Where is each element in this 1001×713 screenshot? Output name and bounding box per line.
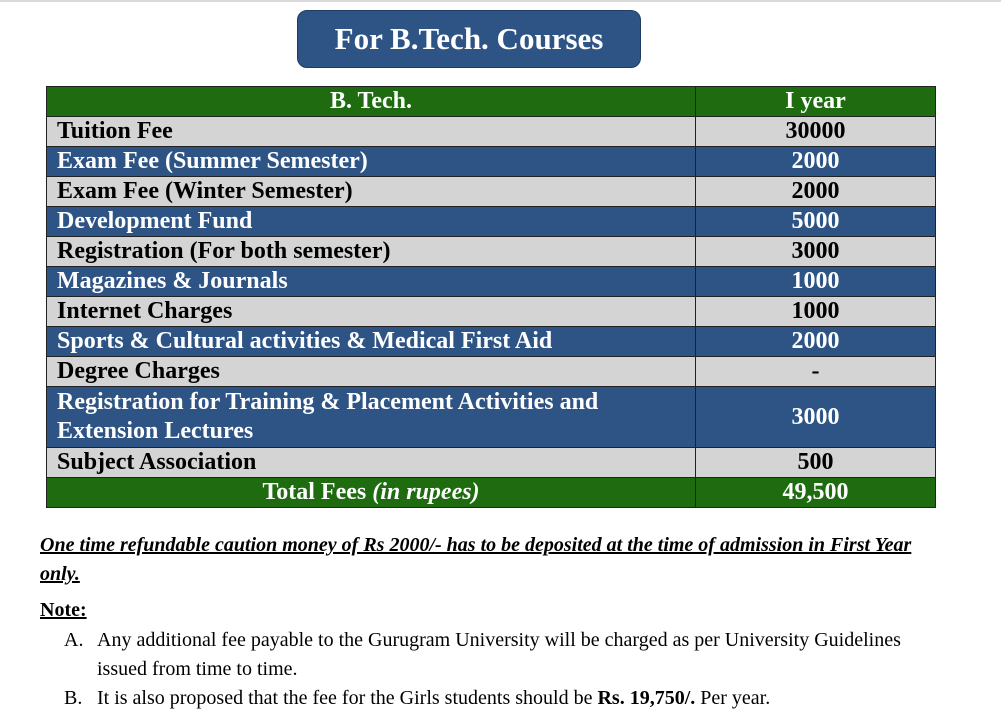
- fee-amount: 3000: [696, 237, 936, 267]
- page-title: For B.Tech. Courses: [297, 10, 641, 68]
- top-divider: [0, 0, 1001, 2]
- note-text-before: It is also proposed that the fee for the Girls students should be: [97, 687, 598, 709]
- note-list: [64, 626, 944, 713]
- table-row: [47, 117, 936, 147]
- fee-name: Exam Fee (Winter Semester): [47, 177, 696, 207]
- table-total-row: [47, 478, 936, 508]
- column-header-year: I year: [696, 87, 936, 117]
- note-text: [97, 684, 944, 713]
- fee-amount: 2000: [696, 177, 936, 207]
- fee-table: [46, 86, 936, 508]
- fee-amount: 500: [696, 448, 936, 478]
- table-row: [47, 297, 936, 327]
- fee-name: Subject Association: [47, 448, 696, 478]
- total-label-unit: (in rupees): [372, 479, 480, 505]
- fee-amount: -: [696, 357, 936, 387]
- note-marker: B.: [64, 687, 83, 709]
- fee-name: Tuition Fee: [47, 117, 696, 147]
- fee-amount: 1000: [696, 297, 936, 327]
- note-item: [64, 626, 944, 684]
- fee-name: Degree Charges: [47, 357, 696, 387]
- fee-name: Development Fund: [47, 207, 696, 237]
- fee-name: Sports & Cultural activities & Medical First Aid: [47, 327, 696, 357]
- girls-fee-amount: Rs. 19,750/.: [597, 687, 696, 709]
- fee-amount: 30000: [696, 117, 936, 147]
- note-item: [64, 684, 944, 713]
- fee-amount: 1000: [696, 267, 936, 297]
- total-amount: 49,500: [696, 478, 936, 508]
- fee-amount: 2000: [696, 147, 936, 177]
- column-header-course: B. Tech.: [47, 87, 696, 117]
- note-label: Note:: [40, 599, 87, 621]
- fee-name: Exam Fee (Summer Semester): [47, 147, 696, 177]
- table-row: [47, 448, 936, 478]
- fee-amount: 3000: [696, 387, 936, 448]
- caution-money-notice: One time refundable caution money of Rs 2000/- has to be deposited at the time of admission in First Year only.: [40, 534, 912, 585]
- table-row: [47, 357, 936, 387]
- table-row: [47, 327, 936, 357]
- table-row: [47, 237, 936, 267]
- total-label: Total Fees: [262, 479, 367, 505]
- total-label-cell: [47, 478, 696, 508]
- table-header-row: [47, 87, 936, 117]
- table-row: [47, 267, 936, 297]
- fee-amount: 2000: [696, 327, 936, 357]
- note-text-after: Per year.: [695, 687, 771, 709]
- table-row: [47, 387, 936, 448]
- note-marker: A.: [64, 629, 84, 651]
- note-text: Any additional fee payable to the Gurugram University will be charged as per University Guidelines issued from time to time.: [97, 629, 901, 680]
- table-row: [47, 207, 936, 237]
- table-row: [47, 177, 936, 207]
- fee-name: Registration (For both semester): [47, 237, 696, 267]
- fee-amount: 5000: [696, 207, 936, 237]
- table-row: [47, 147, 936, 177]
- fee-name: Magazines & Journals: [47, 267, 696, 297]
- fee-name: Internet Charges: [47, 297, 696, 327]
- fee-name: Registration for Training & Placement Activities and Extension Lectures: [47, 387, 696, 448]
